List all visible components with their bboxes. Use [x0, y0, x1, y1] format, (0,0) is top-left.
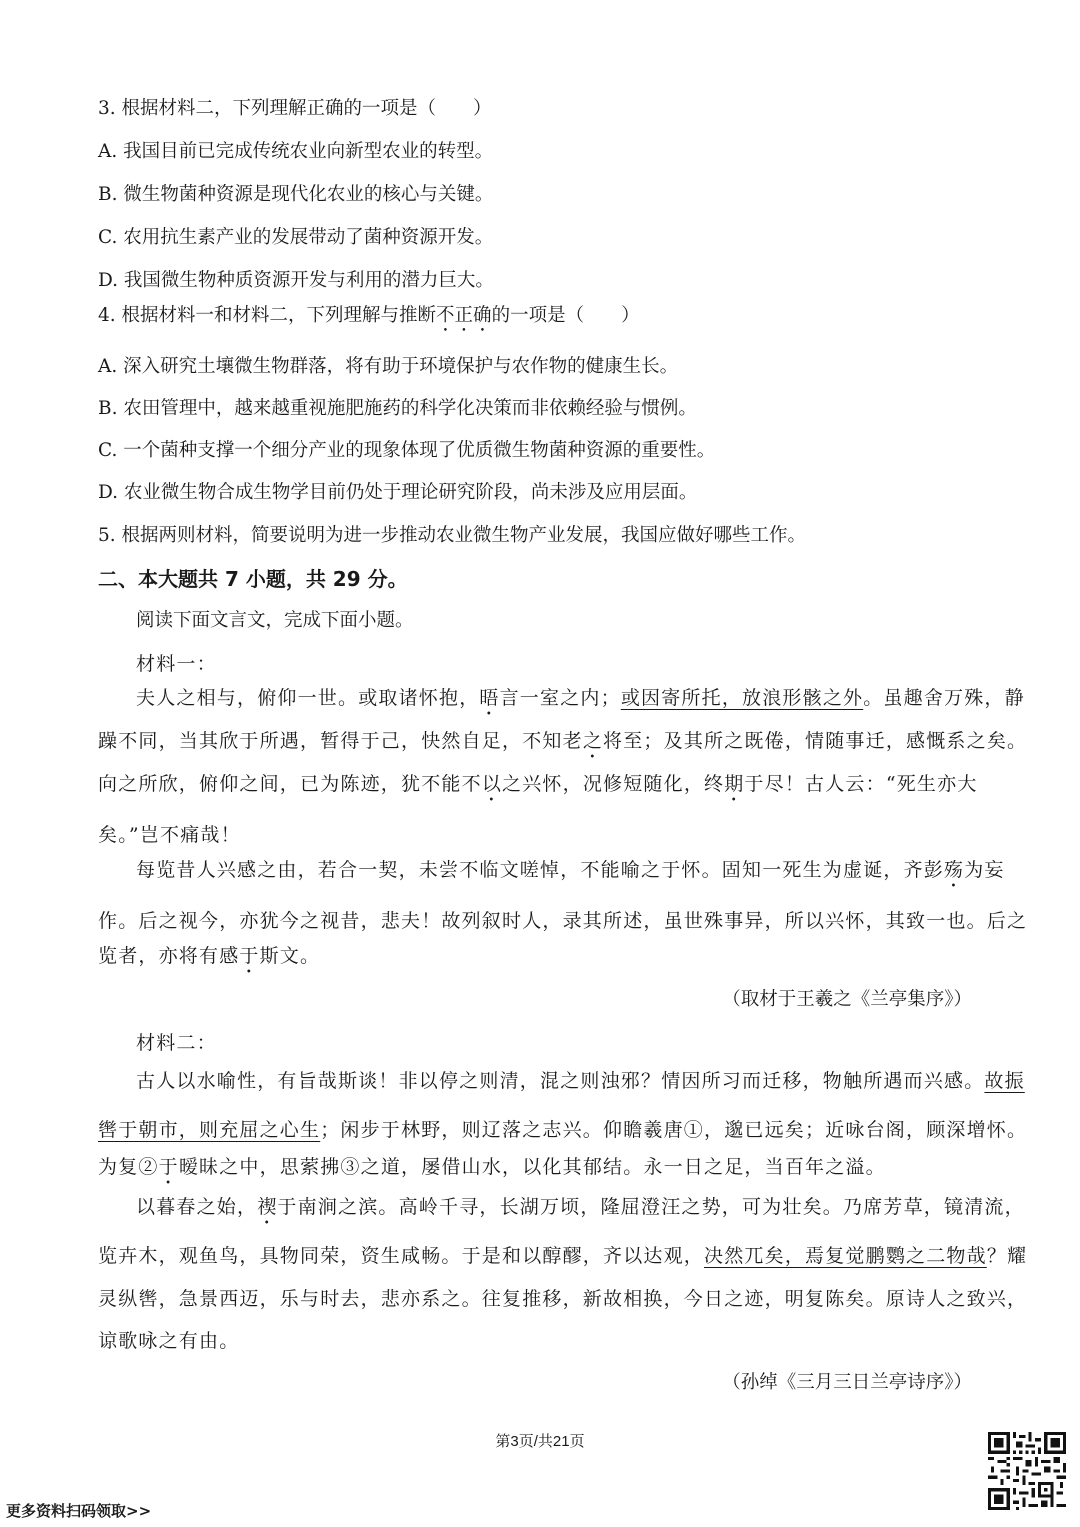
question-4-stem: 4. 根据材料一和材料二，下列理解与推断不正确的一项是（ ） — [98, 305, 640, 326]
material-1-line-4: 矣。”岂不痛哉！ — [98, 824, 241, 846]
question-4-emphasis: 不正确 — [436, 305, 492, 326]
material-1-label: 材料一： — [136, 653, 217, 675]
material-2-line-2: 辔于朝市，则充屈之心生；闲步于林野，则辽落之志兴。仰瞻羲唐①，邈已远矣；近咏台阁，顾深增怀。 — [98, 1119, 1028, 1141]
material-2-line-4: 以暮春之始，禊于南涧之滨。高岭千寻，长湖万顷，隆屈澄汪之势，可为壮矣。乃席芳草，镜清流， — [136, 1196, 1025, 1218]
section-intro: 阅读下面文言文，完成下面小题。 — [136, 610, 414, 631]
material-2-line-7: 谅歌咏之有由。 — [98, 1330, 240, 1352]
material-2-line-1: 古人以水喻性，有旨哉斯谈！非以停之则清，混之则浊邪？情因所习而迁移，物触所遇而兴感。故振 — [136, 1070, 1025, 1092]
question-3-option-a: A. 我国目前已完成传统农业向新型农业的转型。 — [98, 141, 494, 162]
question-4-option-a: A. 深入研究土壤微生物群落，将有助于环境保护与农作物的健康生长。 — [98, 356, 679, 377]
qr-code-icon[interactable] — [988, 1432, 1066, 1510]
question-3-option-b: B. 微生物菌种资源是现代化农业的核心与关键。 — [98, 184, 494, 205]
question-3-option-d: D. 我国微生物种质资源开发与利用的潜力巨大。 — [98, 270, 494, 291]
material-2-line-3: 为复②于暧昧之中，思萦拂③之道，屡借山水，以化其郁结。永一日之足，当百年之溢。 — [98, 1156, 886, 1178]
material-1-line-7: 览者，亦将有感于斯文。 — [98, 945, 321, 967]
material-1-source: （取材于王羲之《兰亭集序》） — [722, 989, 972, 1010]
material-2-line-5: 览卉木，观鱼鸟，具物同荣，资生咸畅。于是和以醇醪，齐以达观，决然兀矣，焉复觉鹏鹦之二物哉？耀 — [98, 1245, 1028, 1267]
material-2-line-6: 灵纵辔，急景西迈，乐与时去，悲亦系之。往复推移，新故相换，今日之迹，明复陈矣。原诗人之致兴， — [98, 1288, 1028, 1310]
question-5-stem: 5. 根据两则材料，简要说明为进一步推动农业微生物产业发展，我国应做好哪些工作。 — [98, 525, 807, 546]
material-1-line-1: 夫人之相与，俯仰一世。或取诸怀抱，晤言一室之内；或因寄所托，放浪形骸之外。虽趣舍万殊，静 — [136, 687, 1025, 709]
question-4-option-c: C. 一个菌种支撑一个细分产业的现象体现了优质微生物菌种资源的重要性。 — [98, 440, 716, 461]
question-4-option-d: D. 农业微生物合成生物学目前仍处于理论研究阶段，尚未涉及应用层面。 — [98, 482, 698, 503]
material-1-line-2: 躁不同，当其欣于所遇，暂得于己，快然自足，不知老之将至；及其所之既倦，情随事迁，感慨系之矣。 — [98, 730, 1028, 752]
material-2-source: （孙绰《三月三日兰亭诗序》） — [722, 1372, 972, 1393]
question-3-option-c: C. 农用抗生素产业的发展带动了菌种资源开发。 — [98, 227, 494, 248]
promo-text[interactable]: 更多资料扫码领取>> — [6, 1502, 152, 1520]
question-4-option-b: B. 农田管理中，越来越重视施肥施药的科学化决策而非依赖经验与惯例。 — [98, 398, 697, 419]
material-1-line-6: 作。后之视今，亦犹今之视昔，悲夫！故列叙时人，录其所述，虽世殊事异，所以兴怀，其致一也。后之 — [98, 910, 1028, 932]
question-3-stem: 3. 根据材料二，下列理解正确的一项是（ ） — [98, 98, 492, 119]
page-number: 第3页/共21页 — [495, 1433, 585, 1450]
material-2-label: 材料二： — [136, 1032, 217, 1054]
material-1-line-3: 向之所欣，俯仰之间，已为陈迹，犹不能不以之兴怀，况修短随化，终期于尽！古人云：“死生亦大 — [98, 773, 978, 795]
material-1-line-5: 每览昔人兴感之由，若合一契，未尝不临文嗟悼，不能喻之于怀。固知一死生为虚诞，齐彭殇为妄 — [136, 859, 1005, 881]
section-title: 二、本大题共 7 小题，共 29 分。 — [98, 567, 408, 591]
